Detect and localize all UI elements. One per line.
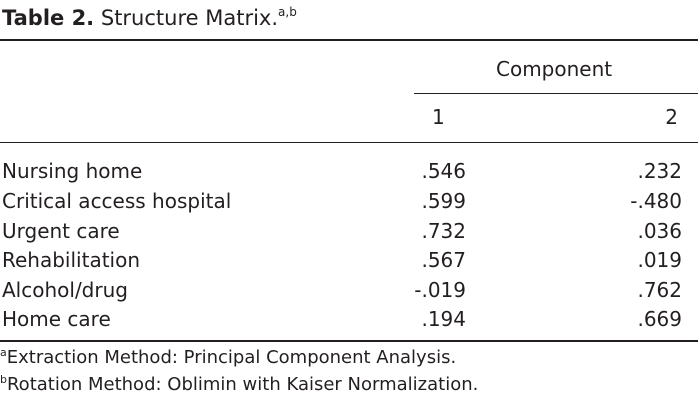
footnote-b	[0, 371, 478, 398]
row-value-urgent-care-c1: .732	[421, 219, 466, 243]
row-value-rehabilitation-c1: .567	[421, 248, 466, 272]
table-title: Structure Matrix.	[100, 6, 279, 30]
row-value-critical-access-hospital-c1: .599	[421, 189, 466, 213]
footnote-a-mark: a	[0, 346, 7, 359]
top-rule	[0, 39, 698, 41]
table-label: Table 2.	[2, 6, 95, 30]
caption-footnote-marks: a,b	[278, 5, 297, 19]
row-value-nursing-home-c1: .546	[421, 159, 466, 183]
row-value-rehabilitation-c2: .019	[637, 248, 682, 272]
row-value-critical-access-hospital-c2: -.480	[630, 189, 682, 213]
row-value-urgent-care-c2: .036	[637, 219, 682, 243]
row-label-alcohol-drug: Alcohol/drug	[2, 278, 128, 302]
row-value-home-care-c1: .194	[421, 307, 466, 331]
row-value-nursing-home-c2: .232	[637, 159, 682, 183]
row-label-nursing-home: Nursing home	[2, 159, 143, 183]
component-group-header: Component	[496, 57, 613, 81]
table-caption	[2, 4, 297, 32]
header-rule	[0, 142, 698, 143]
row-value-alcohol-drug-c2: .762	[637, 278, 682, 302]
component-header-rule	[414, 93, 698, 94]
footnote-b-mark: b	[0, 373, 7, 386]
row-label-home-care: Home care	[2, 307, 111, 331]
table-footnotes	[0, 344, 478, 398]
row-label-urgent-care: Urgent care	[2, 219, 120, 243]
column-header-2: 2	[665, 105, 678, 129]
row-label-critical-access-hospital: Critical access hospital	[2, 189, 232, 213]
row-value-home-care-c2: .669	[637, 307, 682, 331]
footnote-a	[0, 344, 478, 371]
bottom-rule	[0, 340, 698, 342]
column-header-1: 1	[432, 105, 445, 129]
row-value-alcohol-drug-c1: -.019	[414, 278, 466, 302]
row-label-rehabilitation: Rehabilitation	[2, 248, 141, 272]
footnote-b-text: Rotation Method: Oblimin with Kaiser Normalization.	[6, 374, 479, 395]
footnote-a-text: Extraction Method: Principal Component Analysis.	[6, 347, 457, 368]
